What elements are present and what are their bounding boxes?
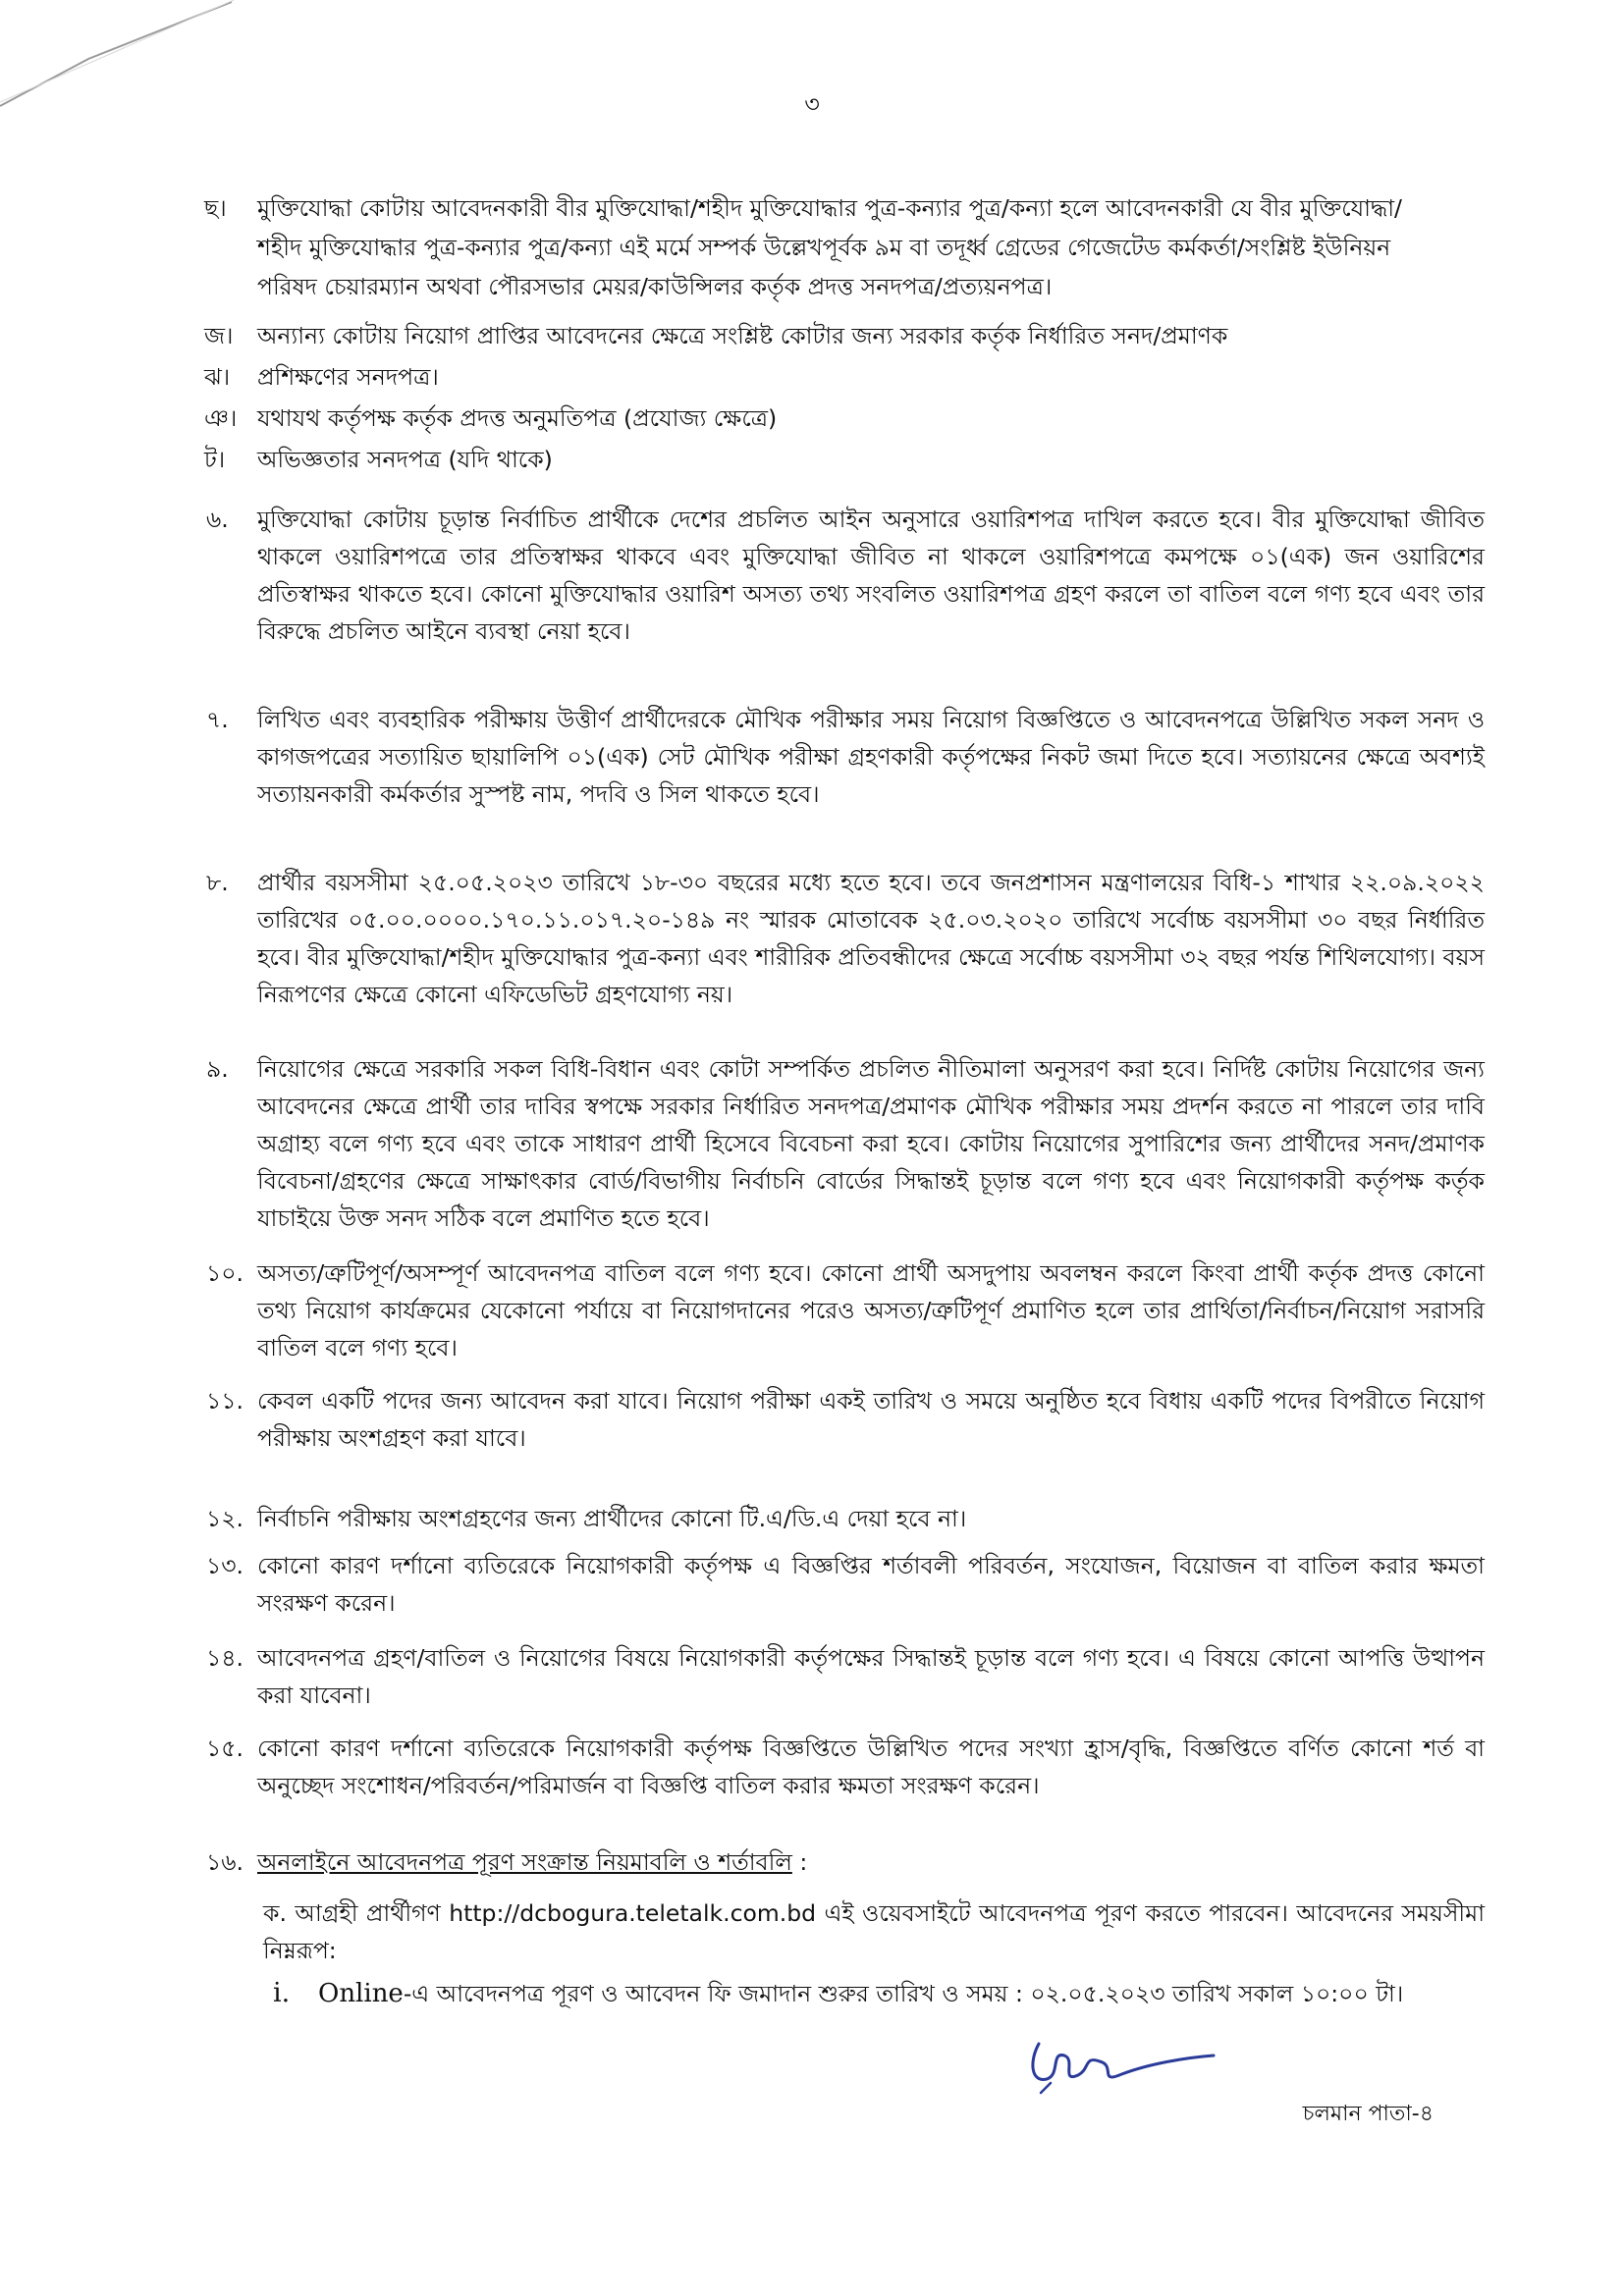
paragraph-number: ১৫.: [206, 1735, 244, 1762]
paragraph-10: [206, 1255, 1485, 1366]
sub-item-text: যথাযথ কর্তৃপক্ষ কর্তৃক প্রদত্ত অনুমতিপত্র (প্রযোজ্য ক্ষেত্রে): [257, 404, 778, 432]
online-schedule-item: [273, 1975, 1487, 2012]
paragraph-text: অসত্য/ত্রুটিপূর্ণ/অসম্পূর্ণ আবেদনপত্র বাতিল বলে গণ্য হবে। কোনো প্রার্থী অসদুপায় অবলম্বন করলে কিংবা প্রার্থী কর্তৃক প্রদত্ত কোনো তথ্য নিয়োগ কার্যক্রমের যেকোনো পর্যায়ে বা নিয়োগদানের পরেও অসত্য/ত্রুটিপূর্ণ প্রমাণিত হলে তার প্রার্থিতা/নির্বাচন/নিয়োগ সরাসরি বাতিল বলে গণ্য হবে।: [257, 1259, 1485, 1362]
online-label: Online: [318, 1979, 404, 2008]
sub-item-text: প্রশিক্ষণের সনদপত্র।: [257, 363, 439, 391]
paragraph-number: ১৬.: [206, 1848, 244, 1876]
section-heading-suffix: :: [791, 1848, 808, 1876]
paragraph-7: [206, 701, 1485, 813]
footer-continued-note: চলমান পাতা-৪: [1302, 2102, 1434, 2126]
section-body-suffix: এই ওয়েবসাইটে আবেদনপত্র পূরণ করতে পারবেন। আবেদনের সময়সীমা নিম্নরূপ:: [263, 1899, 1486, 1964]
paragraph-text: নিয়োগের ক্ষেত্রে সরকারি সকল বিধি-বিধান এবং কোটা সম্পর্কিত প্রচলিত নীতিমালা অনুসরণ করা হবে। নির্দিষ্ট কোটায় নিয়োগের জন্য আবেদনের ক্ষেত্রে প্রার্থী তার দাবির স্বপক্ষে সরকার নির্ধারিত সনদপত্র/প্রমাণক মৌখিক পরীক্ষার সময় প্রদর্শন করতে না পারলে তার দাবি অগ্রাহ্য বলে গণ্য হবে এবং তাকে সাধারণ প্রার্থী হিসেবে বিবেচনা করা হবে। কোটায় নিয়োগের সুপারিশের জন্য প্রার্থীদের সনদ/প্রমাণক বিবেচনা/গ্রহণের ক্ষেত্রে সাক্ষাৎকার বোর্ড/বিভাগীয় নির্বাচনি বোর্ডের সিদ্ধান্তই চূড়ান্ত বলে গণ্য হবে এবং নিয়োগকারী কর্তৃপক্ষ কর্তৃক যাচাইয়ে উক্ত সনদ সঠিক বলে প্রমাণিত হতে হবে।: [257, 1055, 1485, 1232]
sub-item-text: মুক্তিযোদ্ধা কোটায় আবেদনকারী বীর মুক্তিযোদ্ধা/শহীদ মুক্তিযোদ্ধার পুত্র-কন্যার পুত্র/কন্যা হলে আবেদনকারী যে বীর মুক্তিযোদ্ধা/শহীদ মুক্তিযোদ্ধার পুত্র-কন্যার পুত্র/কন্যা এই মর্মে সম্পর্ক উল্লেখপূর্বক ৯ম বা তদূর্ধ্ব গ্রেডের গেজেটেড কর্মকর্তা/সংশ্লিষ্ট ইউনিয়ন পরিষদ চেয়ারম্যান অথবা পৌরসভার মেয়র/কাউন্সিলর কর্তৃক প্রদত্ত সনদপত্র/প্রত্যয়নপত্র।: [257, 194, 1402, 300]
sub-item: [204, 188, 1432, 306]
paragraph-text: কেবল একটি পদের জন্য আবেদন করা যাবে। নিয়োগ পরীক্ষা একই তারিখ ও সময়ে অনুষ্ঠিত হবে বিধায় একটি পদের বিপরীতে নিয়োগ পরীক্ষায় অংশগ্রহণ করা যাবে।: [257, 1387, 1485, 1452]
website-url: http://dcbogura.teletalk.com.bd: [449, 1899, 817, 1927]
sub-item: [204, 318, 1432, 353]
paragraph-text: লিখিত এবং ব্যবহারিক পরীক্ষায় উত্তীর্ণ প্রার্থীদেরকে মৌখিক পরীক্ষার সময় নিয়োগ বিজ্ঞপ্তিতে ও আবেদনপত্রে উল্লিখিত সকল সনদ ও কাগজপত্রের সত্যায়িত ছায়ালিপি ০১(এক) সেট মৌখিক পরীক্ষা গ্রহণকারী কর্তৃপক্ষের নিকট জমা দিতে হবে। সত্যায়নের ক্ষেত্রে অবশ্যই সত্যায়নকারী কর্মকর্তার সুস্পষ্ট নাম, পদবি ও সিল থাকতে হবে।: [257, 706, 1485, 808]
paragraph-14: [206, 1639, 1485, 1714]
sub-item-label: ঝ।: [204, 363, 231, 391]
paragraph-number: ৯.: [206, 1055, 229, 1083]
sub-item-label: জ।: [204, 322, 234, 349]
paragraph-number: ৬.: [206, 506, 229, 533]
sub-item-label: ঞ।: [204, 404, 238, 432]
paragraph-15: [206, 1730, 1485, 1804]
paragraph-number: ১৩.: [206, 1552, 244, 1579]
paragraph-13: [206, 1547, 1485, 1622]
section-body: [257, 1895, 1485, 1969]
paragraph-number: ১০.: [206, 1259, 244, 1287]
document-sub-items: [204, 188, 1432, 483]
online-item-text: -এ আবেদনপত্র পূরণ ও আবেদন ফি জমাদান শুরুর তারিখ ও সময় : ০২.০৫.২০২৩ তারিখ সকাল ১০:০০ টা।: [403, 1980, 1404, 2007]
paragraph-text: আবেদনপত্র গ্রহণ/বাতিল ও নিয়োগের বিষয়ে নিয়োগকারী কর্তৃপক্ষের সিদ্ধান্তই চূড়ান্ত বলে গণ্য হবে। এ বিষয়ে কোনো আপত্তি উত্থাপন করা যাবেনা।: [257, 1644, 1485, 1709]
paragraph-text: নির্বাচনি পরীক্ষায় অংশগ্রহণের জন্য প্রার্থীদের কোনো টি.এ/ডি.এ দেয়া হবে না।: [257, 1505, 967, 1532]
scan-corner-mark: [0, 0, 236, 108]
sub-item: [204, 442, 1432, 477]
paragraph-9: [206, 1050, 1485, 1237]
paragraph-11: [206, 1382, 1485, 1457]
roman-numeral: i.: [273, 1978, 291, 2008]
section-body-prefix: ক. আগ্রহী প্রার্থীগণ: [263, 1899, 450, 1927]
paragraph-8: [206, 864, 1485, 1013]
paragraph-16: [206, 1843, 1485, 1969]
paragraph-text: কোনো কারণ দর্শানো ব্যতিরেকে নিয়োগকারী কর্তৃপক্ষ বিজ্ঞপ্তিতে উল্লিখিত পদের সংখ্যা হ্রাস/বৃদ্ধি, বিজ্ঞপ্তিতে বর্ণিত কোনো শর্ত বা অনুচ্ছেদ সংশোধন/পরিবর্তন/পরিমার্জন বা বিজ্ঞপ্তি বাতিল করার ক্ষমতা সংরক্ষণ করেন।: [257, 1735, 1485, 1799]
section-heading: অনলাইনে আবেদনপত্র পূরণ সংক্রান্ত নিয়মাবলি ও শর্তাবলি: [257, 1848, 792, 1876]
paragraph-number: ১৪.: [206, 1644, 244, 1672]
paragraph-number: ৮.: [206, 869, 229, 896]
page-number: ৩: [804, 90, 820, 118]
signature: [1021, 2032, 1218, 2101]
section-heading-row: [257, 1843, 1485, 1881]
paragraph-text: কোনো কারণ দর্শানো ব্যতিরেকে নিয়োগকারী কর্তৃপক্ষ এ বিজ্ঞপ্তির শর্তাবলী পরিবর্তন, সংযোজন, বিয়োজন বা বাতিল করার ক্ষমতা সংরক্ষণ করেন।: [257, 1552, 1485, 1617]
sub-item-text: অভিজ্ঞতার সনদপত্র (যদি থাকে): [257, 446, 553, 473]
paragraph-number: ১১.: [206, 1387, 244, 1415]
paragraph-number: ৭.: [206, 706, 229, 733]
sub-item-label: ছ।: [204, 194, 227, 222]
sub-item-text: অন্যান্য কোটায় নিয়োগ প্রাপ্তির আবেদনের ক্ষেত্রে সংশ্লিষ্ট কোটার জন্য সরকার কর্তৃক নির্ধারিত সনদ/প্রমাণক: [257, 322, 1228, 349]
paragraph-number: ১২.: [206, 1505, 244, 1532]
paragraph-text: প্রার্থীর বয়সসীমা ২৫.০৫.২০২৩ তারিখে ১৮-৩০ বছরের মধ্যে হতে হবে। তবে জনপ্রশাসন মন্ত্রণালয়ের বিধি-১ শাখার ২২.০৯.২০২২ তারিখের ০৫.০০.০০০০.১৭০.১১.০১৭.২০-১৪৯ নং স্মারক মোতাবেক ২৫.০৩.২০২০ তারিখে সর্বোচ্চ বয়সসীমা ৩০ বছর নির্ধারিত হবে। বীর মুক্তিযোদ্ধা/শহীদ মুক্তিযোদ্ধার পুত্র-কন্যা এবং শারীরিক প্রতিবন্ধীদের ক্ষেত্রে সর্বোচ্চ বয়সসীমা ৩২ বছর পর্যন্ত শিথিলযোগ্য। বয়স নিরূপণের ক্ষেত্রে কোনো এফিডেভিট গ্রহণযোগ্য নয়।: [257, 869, 1485, 1008]
sub-item: [204, 400, 1432, 436]
sub-item-label: ট।: [204, 446, 226, 473]
paragraph-6: [206, 501, 1485, 650]
sub-item: [204, 359, 1432, 395]
paragraph-12: [206, 1500, 1485, 1537]
paragraph-text: মুক্তিযোদ্ধা কোটায় চূড়ান্ত নির্বাচিত প্রার্থীকে দেশের প্রচলিত আইন অনুসারে ওয়ারিশপত্র দাখিল করতে হবে। বীর মুক্তিযোদ্ধা জীবিত থাকলে ওয়ারিশপত্রে তার প্রতিস্বাক্ষর থাকবে এবং মুক্তিযোদ্ধা জীবিত না থাকলে ওয়ারিশপত্রে কমপক্ষে ০১(এক) জন ওয়ারিশের প্রতিস্বাক্ষর থাকতে হবে। কোনো মুক্তিযোদ্ধার ওয়ারিশ অসত্য তথ্য সংবলিত ওয়ারিশপত্র গ্রহণ করলে তা বাতিল বলে গণ্য হবে এবং তার বিরুদ্ধে প্রচলিত আইনে ব্যবস্থা নেয়া হবে।: [257, 506, 1485, 645]
